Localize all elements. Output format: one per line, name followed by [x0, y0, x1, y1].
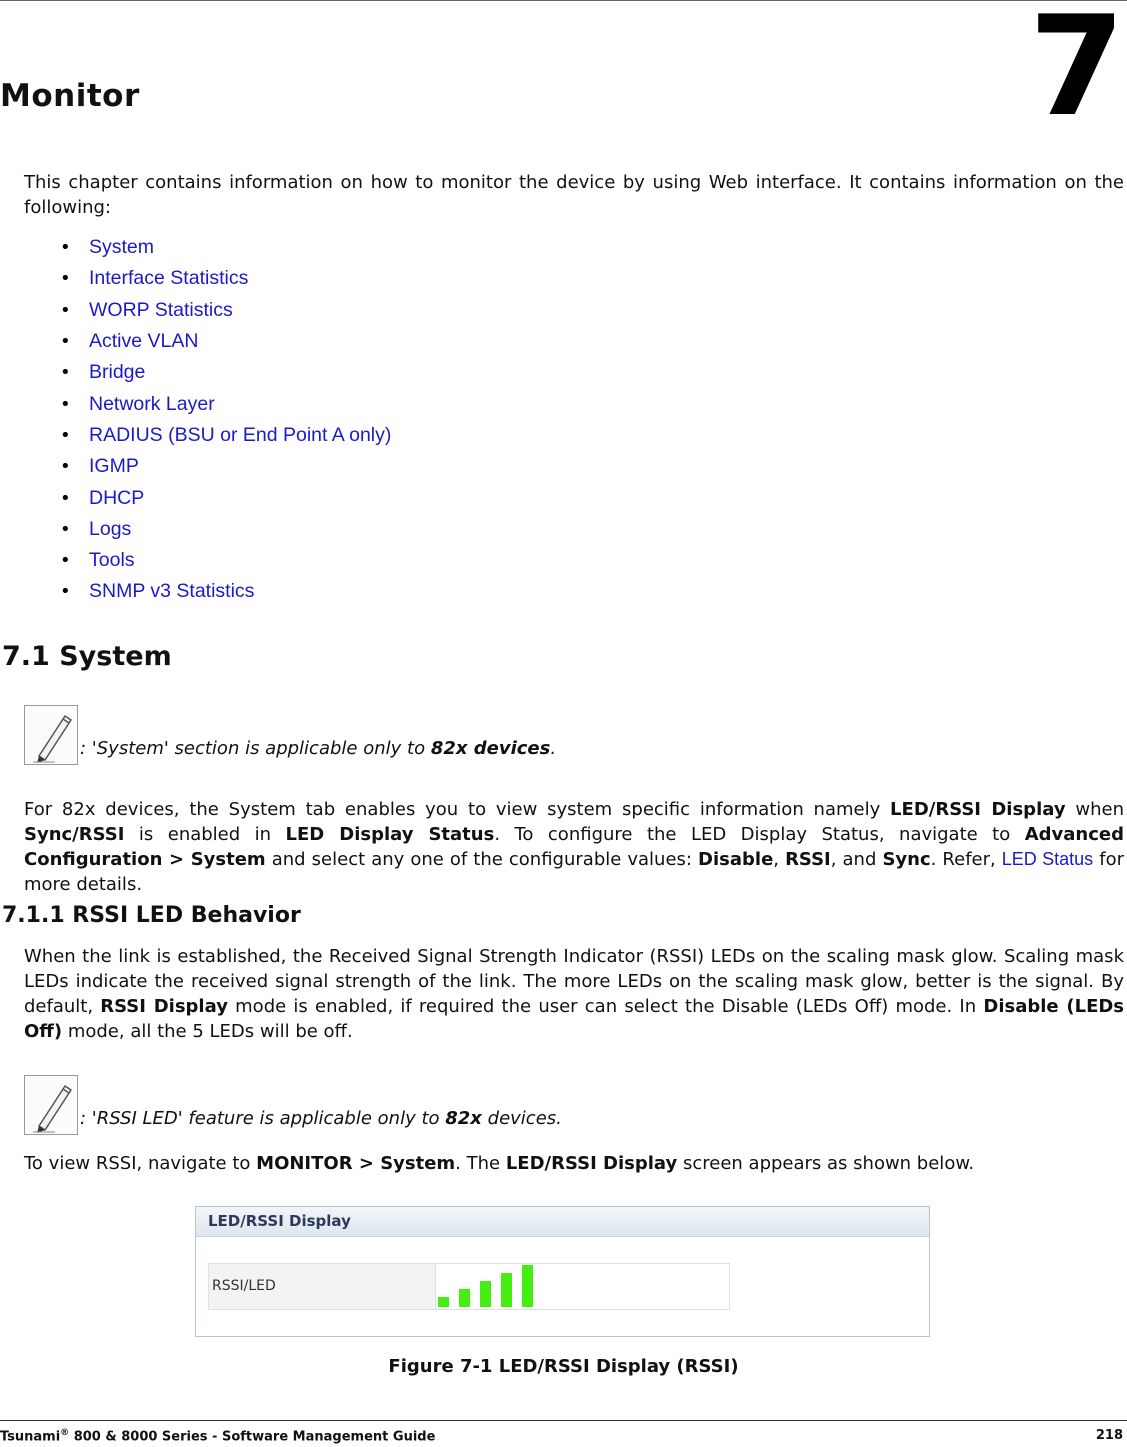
note-text: : 'RSSI LED' feature is applicable only to 82x devices. — [80, 1108, 562, 1129]
list-item — [60, 545, 391, 576]
toc-link-bridge[interactable]: Bridge — [89, 361, 146, 384]
system-paragraph: For 82x devices, the System tab enables you to view system specific information namely LED/RSSI Display when Sync/RSSI is enabled in LED Display Status. To configure the LED Display Status, navigate to Advanced Configuration > System and select any one of the configurable values: Disable, RSSI, and Sync. Refer, LED Status for more details. — [24, 799, 1124, 895]
toc-link-dhcp[interactable]: DHCP — [89, 486, 145, 509]
toc-link-igmp[interactable]: IGMP — [89, 455, 139, 478]
led-rssi-display-panel — [195, 1206, 930, 1337]
rssi-behavior-paragraph: When the link is established, the Received Signal Strength Indicator (RSSI) LEDs on the scaling mask glow. Scaling mask LEDs indicate the received signal strength of the link. The more LEDs on the scaling mask glow, better is the signal. By default, RSSI Display mode is enabled, if required the user can select the Disable (LEDs Off) mode. In Disable (LEDs Off) mode, all the 5 LEDs will be off. — [24, 946, 1125, 1042]
led-status-link[interactable]: LED Status — [1001, 849, 1094, 869]
bullet-icon: • — [60, 331, 71, 353]
toc-link-interface-statistics[interactable]: Interface Statistics — [89, 267, 249, 290]
rssi-led-bar — [459, 1289, 470, 1307]
list-item — [60, 451, 391, 482]
note-pencil-icon — [24, 1075, 78, 1135]
note-pencil-icon — [24, 705, 78, 765]
note-text: : 'System' section is applicable only to 82x devices. — [80, 738, 557, 759]
footer-title: Tsunami® 800 & 8000 Series - Software Management Guide — [0, 1428, 436, 1445]
bullet-icon: • — [60, 268, 71, 290]
toc-link-logs[interactable]: Logs — [89, 517, 132, 540]
top-rule — [0, 0, 1127, 1]
list-item — [60, 232, 391, 263]
bottom-rule — [0, 1420, 1127, 1421]
rssi-led-indicator — [436, 1263, 730, 1310]
bullet-icon: • — [60, 362, 71, 384]
bullet-icon: • — [60, 424, 71, 446]
rssi-led-label: RSSI/LED — [208, 1263, 436, 1310]
page-number: 218 — [1095, 1428, 1123, 1443]
chapter-title: Monitor — [0, 78, 140, 114]
rssi-led-bar — [522, 1265, 533, 1307]
list-item — [60, 357, 391, 388]
chapter-number: 7 — [1028, 0, 1125, 147]
list-item — [60, 576, 391, 607]
toc-link-system[interactable]: System — [89, 236, 155, 259]
bullet-icon: • — [60, 299, 71, 321]
rssi-led-bar — [501, 1273, 512, 1307]
bullet-icon: • — [60, 581, 71, 603]
note-system — [24, 705, 556, 765]
bullet-icon: • — [60, 456, 71, 478]
list-item — [60, 388, 391, 419]
list-item — [60, 326, 391, 357]
rssi-led-bar — [480, 1281, 491, 1307]
panel-header: LED/RSSI Display — [196, 1207, 929, 1237]
list-item — [60, 295, 391, 326]
toc-link-snmp-v3-statistics[interactable]: SNMP v3 Statistics — [89, 580, 255, 603]
toc-link-radius[interactable]: RADIUS (BSU or End Point A only) — [89, 423, 392, 446]
bullet-icon: • — [60, 393, 71, 415]
note-rssi-led — [24, 1075, 562, 1135]
bullet-icon: • — [60, 487, 71, 509]
navigate-paragraph: To view RSSI, navigate to MONITOR > System. The LED/RSSI Display screen appears as shown below. — [24, 1153, 975, 1174]
toc-link-tools[interactable]: Tools — [89, 549, 135, 572]
list-item — [60, 482, 391, 513]
toc-link-worp-statistics[interactable]: WORP Statistics — [89, 298, 233, 321]
section-heading-7-1: 7.1 System — [2, 641, 172, 672]
toc-link-network-layer[interactable]: Network Layer — [89, 392, 215, 415]
list-item — [60, 263, 391, 294]
rssi-led-row — [208, 1263, 730, 1310]
chapter-contents-list — [60, 232, 391, 608]
bullet-icon: • — [60, 518, 71, 540]
rssi-led-bar — [438, 1297, 449, 1307]
intro-paragraph: This chapter contains information on how to monitor the device by using Web interface. It contains information on the following: — [24, 172, 1124, 218]
list-item — [60, 514, 391, 545]
bullet-icon: • — [60, 550, 71, 572]
toc-link-active-vlan[interactable]: Active VLAN — [89, 330, 199, 353]
figure-caption: Figure 7-1 LED/RSSI Display (RSSI) — [388, 1356, 739, 1377]
list-item — [60, 420, 391, 451]
bullet-icon: • — [60, 237, 71, 259]
section-heading-7-1-1: 7.1.1 RSSI LED Behavior — [2, 903, 301, 928]
